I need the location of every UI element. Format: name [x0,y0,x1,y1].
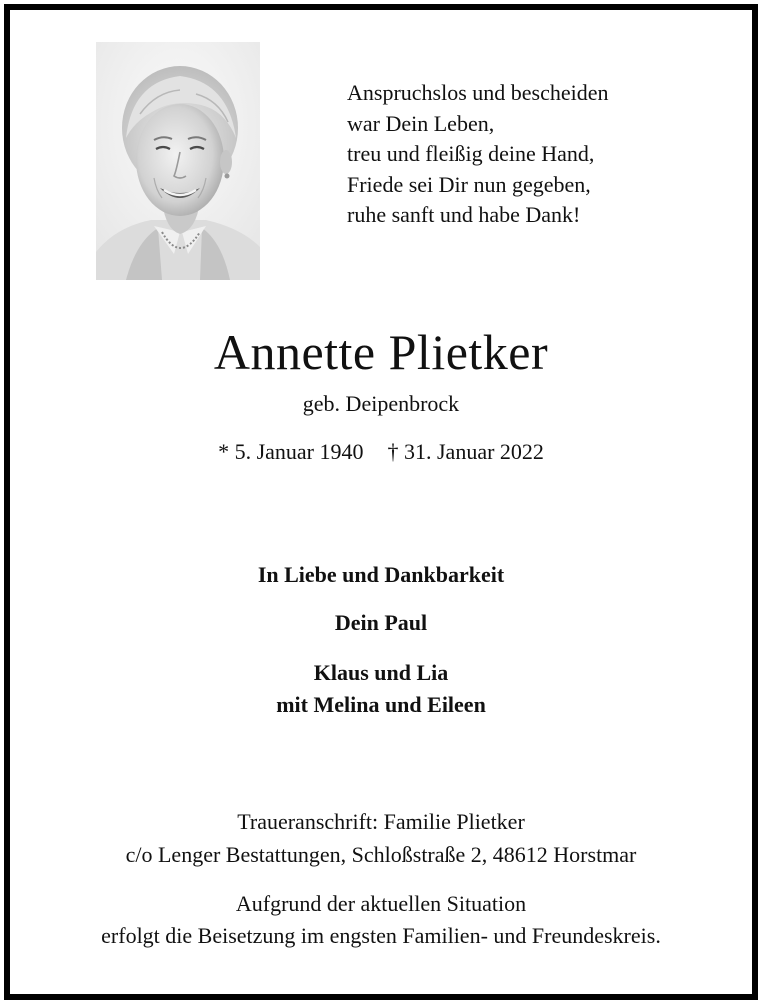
portrait-image [96,42,260,280]
poem-line: ruhe sanft und habe Dank! [347,202,581,227]
birth-date: * 5. Januar 1940 [218,439,364,464]
burial-notice-line: erfolgt die Beisetzung im engsten Familien- und Freundeskreis. [101,923,661,948]
poem-line: war Dein Leben, [347,110,495,136]
poem [347,78,707,231]
mourner-children: Klaus und Lia [313,660,449,685]
mourner-grandchildren: mit Melina und Eileen [276,692,486,717]
poem-line: treu und fleißig deine Hand, [347,141,595,166]
obituary-frame [4,4,758,1000]
deceased-name: Annette Plietker [213,324,549,380]
mourners-intro: In Liebe und Dankbarkeit [257,562,505,587]
death-date: † 31. Januar 2022 [387,439,544,464]
poem-line: Anspruchslos und bescheiden [347,80,609,105]
life-dates [10,438,752,466]
portrait-photo [96,42,260,280]
poem-line: Friede sei Dir nun gegeben, [347,171,591,197]
mourner-spouse: Dein Paul [334,610,428,635]
mourning-address-line: Traueranschrift: Familie Plietker [237,809,525,834]
mourning-address-line: c/o Lenger Bestattungen, Schloßstraße 2, 48612 Horstmar [125,842,637,867]
birth-name: geb. Deipenbrock [302,391,460,416]
burial-notice-line: Aufgrund der aktuellen Situation [235,891,527,916]
